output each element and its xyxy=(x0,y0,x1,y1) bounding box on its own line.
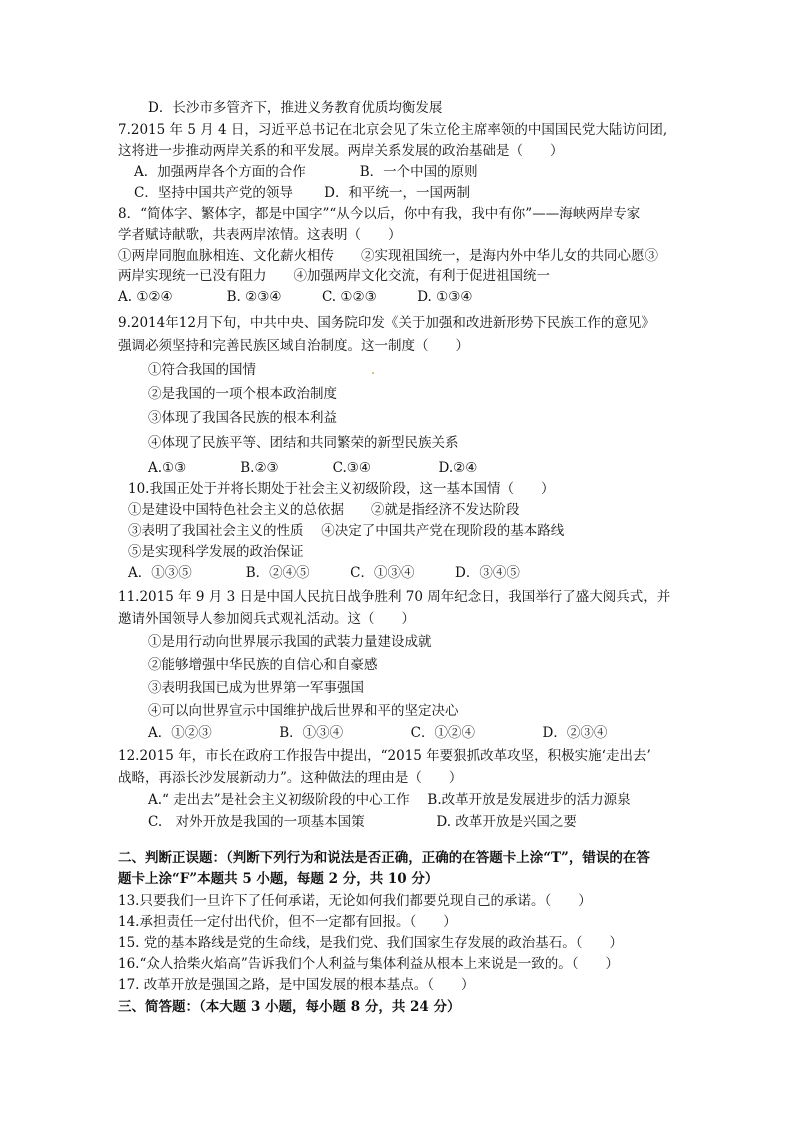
q8-options: A. ①②④ B. ②③④ C. ①②③ D. ①③④ xyxy=(118,289,473,305)
q7-stem-line2: 这将进一步推动两岸关系的和平发展。两岸关系发展的政治基础是（ ） xyxy=(118,143,564,159)
q11-item-3: ③表明我国已成为世界第一军事强国 xyxy=(148,680,364,696)
q7-stem-line1: 7.2015 年 5 月 4 日，习近平总书记在北京会见了朱立伦主席率领的中国国民党大陆访问团, xyxy=(118,122,668,138)
q9-stem-line2: 强调必须坚持和完善民族区域自治制度。这一制度（ ） xyxy=(118,338,469,354)
section2-heading-line2: 题卡上涂“F”本题共 5 小题，每题 2 分，共 10 分） xyxy=(118,871,439,887)
q9-item-3: ③体现了我国各民族的根本利益 xyxy=(148,410,337,426)
q8-item-line1: ①两岸同胞血脉相连、文化薪火相传 ②实现祖国统一，是海内外中华儿女的共同心愿③ xyxy=(118,248,658,264)
q8-stem-line1: 8．“简体字、繁体字，都是中国字”“从今以后，你中有我，我中有你”——海峡两岸专家 xyxy=(118,206,641,222)
q10-item-line2: ③表明了我国社会主义的性质 ④决定了中国共产党在现阶段的基本路线 xyxy=(128,523,565,539)
q15-statement: 15. 党的基本路线是党的生命线，是我们党、我们国家生存发展的政治基石。（ ） xyxy=(118,935,624,951)
q11-item-1: ①是用行动向世界展示我国的武装力量建设成就 xyxy=(148,634,432,650)
q16-statement: 16.“众人拾柴火焰高”告诉我们个人利益与集体利益从根本上来说是一致的。（ ） xyxy=(118,956,620,972)
q11-options: A．①②③ B．①③④ C．①②④ D．②③④ xyxy=(148,725,608,741)
q10-item-line3: ⑤是实现科学发展的政治保证 xyxy=(128,544,304,560)
q10-options: A．①③⑤ B．②④⑤ C．①③④ D．③④⑤ xyxy=(128,565,520,581)
q8-item-line2: 两岸实现统一已没有阻力 ④加强两岸文化交流，有利于促进祖国统一 xyxy=(118,268,550,284)
q12-options-cd: C. 对外开放是我国的一项基本国策 D. 改革开放是兴国之要 xyxy=(148,814,577,830)
q11-item-2: ②能够增强中华民族的自信心和自豪感 xyxy=(148,657,378,673)
q9-item-1: ①符合我国的国情 xyxy=(148,362,256,378)
q7-options-ab: A．加强两岸各个方面的合作 B．一个中国的原则 xyxy=(134,164,478,180)
q9-stem-line1: 9.2014年12月下旬，中共中央、国务院印发《关于加强和改进新形势下民族工作的意见》 xyxy=(118,315,655,331)
q13-statement: 13.只要我们一旦许下了任何承诺，无论如何我们都要兑现自己的承诺。（ ） xyxy=(118,893,592,909)
q14-statement: 14.承担责任一定付出代价，但不一定都有回报。（ ） xyxy=(118,914,457,930)
q12-stem-line1: 12.2015 年，市长在政府工作报告中提出，“2015 年要狠抓改革攻坚，积极实施‘走出去’ xyxy=(118,748,651,764)
section3-heading: 三、简答题：（本大题 3 小题，每小题 8 分，共 24 分） xyxy=(118,999,461,1015)
q9-item-4: ④体现了民族平等、团结和共同繁荣的新型民族关系 xyxy=(148,435,459,451)
q10-item-line1: ①是建设中国特色社会主义的总依据 ②就是指经济不发达阶段 xyxy=(128,502,520,518)
q9-item-2: ②是我国的一项个根本政治制度 xyxy=(148,386,337,402)
q7-options-cd: C．坚持中国共产党的领导 D．和平统一，一国两制 xyxy=(134,185,470,201)
section2-heading-line1: 二、判断正误题：（判断下列行为和说法是否正确，正确的在答题卡上涂“T”，错误的在答 xyxy=(118,850,650,866)
q6-option-d: D．长沙市多管齐下，推进义务教育优质均衡发展 xyxy=(148,100,443,116)
q12-stem-line2: 战略，再添长沙发展新动力”。这种做法的理由是（ ） xyxy=(118,770,463,786)
q17-statement: 17. 改革开放是强国之路，是中国发展的根本基点。（ ） xyxy=(118,977,475,993)
scan-speck xyxy=(372,372,374,374)
q8-stem-line2: 学者赋诗献歌，共表两岸浓情。这表明（ ） xyxy=(118,227,402,243)
q12-options-ab: A.“ 走出去”是社会主义初级阶段的中心工作 B.改革开放是发展进步的活力源泉 xyxy=(148,792,631,808)
q11-stem-line1: 11.2015 年 9 月 3 日是中国人民抗日战争胜利 70 周年纪念日，我国举行了盛大阅兵式，并 xyxy=(118,589,671,605)
q9-options: A.①③ B.②③ C.③④ D.②④ xyxy=(148,460,478,476)
q11-stem-line2: 邀请外国领导人参加阅兵式观礼活动。这（ ） xyxy=(118,611,415,627)
q10-stem: 10.我国正处于并将长期处于社会主义初级阶段，这一基本国情（ ） xyxy=(128,481,555,497)
q11-item-4: ④可以向世界宣示中国维护战后世界和平的坚定决心 xyxy=(148,703,459,719)
